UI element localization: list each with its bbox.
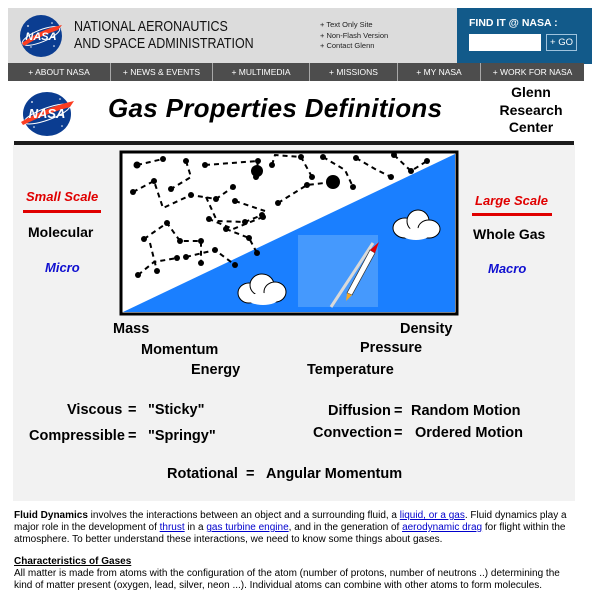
convection-equals: = (394, 425, 403, 441)
aerodynamic-drag-link[interactable]: aerodynamic drag (402, 522, 483, 533)
svg-text:NASA: NASA (28, 106, 66, 121)
characteristics-paragraph: Characteristics of Gases All matter is made from atoms with the configuration of the atom (number of protons, number of neutrons ..) determining the kind of matter present (oxygen, lead, silver, neon ...). Individual atoms can combine with other atoms to form molecules. (14, 556, 579, 592)
small-scale-underline (23, 210, 101, 213)
mass-label: Mass (113, 321, 150, 337)
energy-label: Energy (191, 362, 241, 378)
large-scale-label: Large Scale (475, 193, 548, 208)
density-label: Density (400, 321, 453, 337)
random-motion-label: Random Motion (411, 403, 521, 419)
compressible-equals: = (128, 428, 137, 444)
small-scale-label: Small Scale (26, 189, 99, 204)
svg-text:NASA: NASA (25, 31, 57, 43)
main-nav (8, 63, 584, 81)
molecular-label: Molecular (28, 224, 94, 240)
gas-properties-figure (13, 145, 575, 501)
go-button[interactable]: + GO (546, 34, 577, 51)
liquid-gas-link[interactable]: liquid, or a gas (399, 510, 465, 521)
gas-turbine-link[interactable]: gas turbine engine (206, 522, 289, 533)
nav-work-for-nasa[interactable]: + WORK FOR NASA (492, 67, 573, 77)
whole-gas-label: Whole Gas (473, 226, 546, 242)
intro-paragraph: Fluid Dynamics involves the interactions between an object and a surrounding fluid, a liquid, or a gas. Fluid dynamics play a major role in the development of thrust in a gas turbine engine, and in the generation of aerodynamic drag for flight within the atmosphere. To better understand these interactions, we need to know some things about gases. (14, 510, 567, 545)
agency-name: NATIONAL AERONAUTICS AND SPACE ADMINISTRATION (74, 19, 254, 52)
nasa-meatball-logo (18, 90, 76, 138)
nav-my-nasa[interactable]: + MY NASA (398, 63, 481, 81)
thrust-link[interactable]: thrust (159, 522, 185, 533)
search-panel (457, 8, 592, 64)
nav-multimedia[interactable]: + MULTIMEDIA (213, 63, 310, 81)
nav-missions[interactable]: + MISSIONS (310, 63, 398, 81)
glenn-research-center: Glenn Research Center (499, 84, 563, 135)
nav-about-nasa[interactable]: + ABOUT NASA (8, 63, 111, 81)
utility-links (320, 20, 388, 52)
diffusion-label: Diffusion (328, 403, 391, 419)
compressible-label: Compressible (29, 428, 125, 444)
sticky-label: "Sticky" (148, 402, 205, 418)
angular-momentum-label: Angular Momentum (266, 466, 403, 482)
text-only-link[interactable]: + Text Only Site (320, 20, 373, 29)
search-label: FIND IT @ NASA : (469, 17, 558, 29)
ordered-motion-label: Ordered Motion (415, 425, 523, 441)
viscous-label: Viscous (67, 402, 123, 418)
rotational-equals: = (246, 466, 255, 482)
characteristics-heading: Characteristics of Gases (14, 556, 132, 567)
nav-news-events[interactable]: + NEWS & EVENTS (111, 63, 213, 81)
large-scale-underline (472, 213, 552, 216)
momentum-label: Momentum (141, 342, 219, 358)
convection-label: Convection (313, 425, 392, 441)
temperature-label: Temperature (307, 362, 394, 378)
rotational-label: Rotational (167, 466, 238, 482)
search-input[interactable] (469, 34, 541, 51)
site-header (8, 8, 584, 64)
diffusion-equals: = (394, 403, 403, 419)
nasa-logo[interactable] (18, 13, 64, 59)
micro-label: Micro (45, 260, 80, 275)
pressure-label: Pressure (360, 340, 423, 356)
page-title: Gas Properties Definitions (108, 93, 443, 123)
macro-label: Macro (488, 261, 527, 276)
non-flash-link[interactable]: + Non-Flash Version (320, 30, 389, 40)
contact-glenn-link[interactable]: + Contact Glenn (320, 41, 375, 50)
springy-label: "Springy" (148, 428, 216, 444)
article-body (14, 510, 579, 600)
viscous-equals: = (128, 402, 137, 418)
